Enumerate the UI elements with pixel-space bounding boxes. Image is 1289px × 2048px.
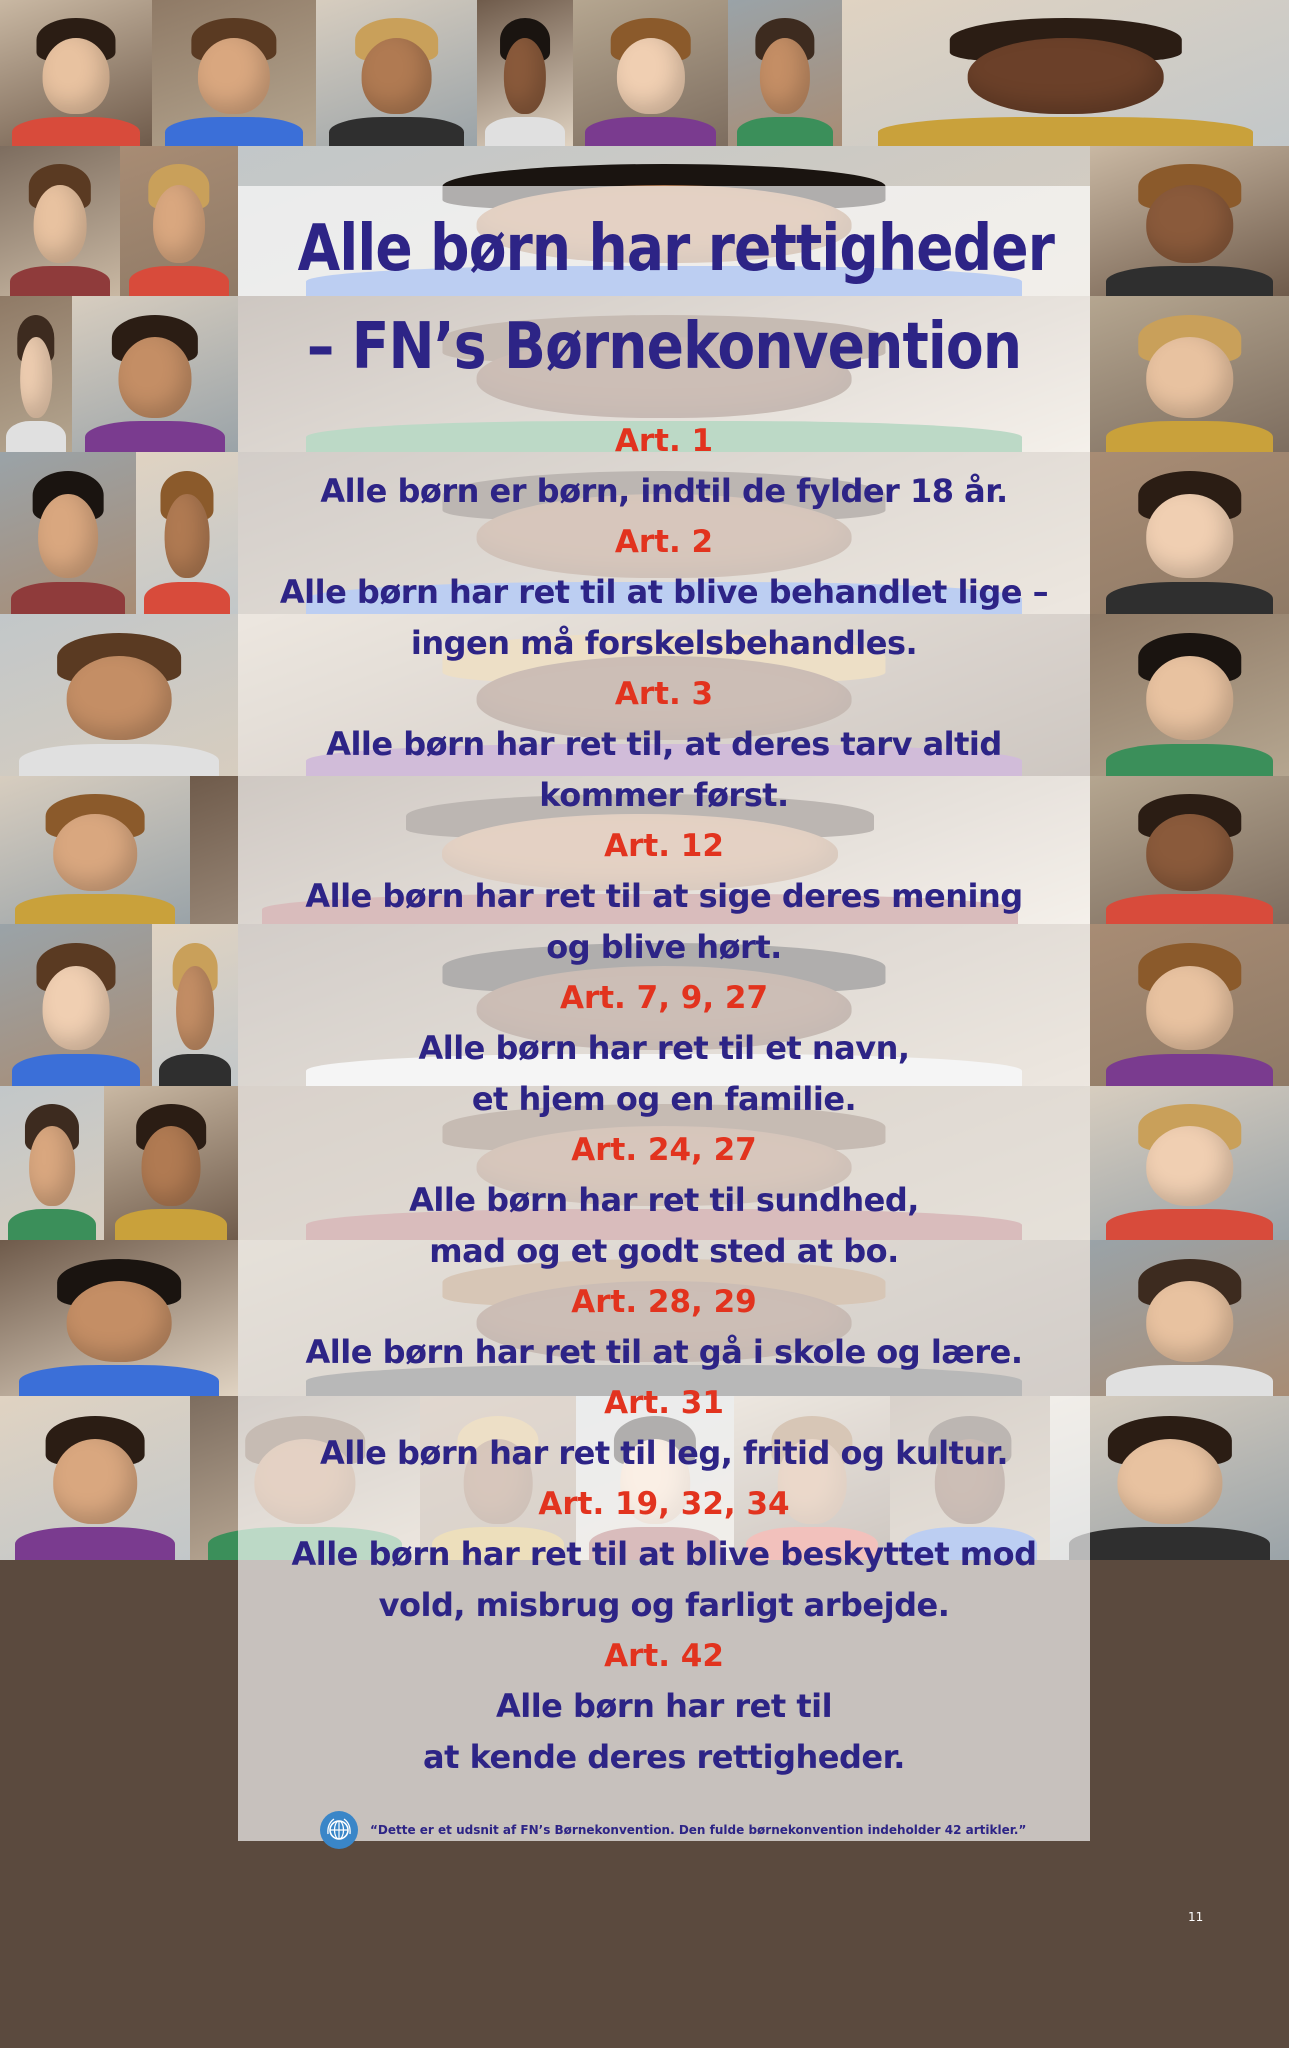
child-photo (1090, 146, 1289, 296)
article-text: Alle børn har ret til at blive beskyttet mod vold, misbrug og farligt arbejde. (291, 1535, 1037, 1624)
article-number: Art. 3 (614, 676, 714, 712)
child-photo (0, 614, 238, 776)
child-photo (0, 1396, 190, 1560)
child-photo (1090, 296, 1289, 452)
child-photo (0, 0, 152, 146)
child-photo (120, 146, 238, 296)
article-text: Alle børn har ret til sundhed, mad og et godt sted at bo. (409, 1181, 919, 1270)
child-photo (0, 1086, 104, 1240)
child-photo (152, 0, 316, 146)
article-number: Art. 31 (604, 1385, 724, 1421)
article-text: Alle børn har ret til at sige deres mening og blive hørt. (305, 877, 1023, 966)
article-text: Alle børn har ret til at blive behandlet lige – ingen må forskelsbehandles. (279, 573, 1049, 662)
article-number: Art. 12 (604, 828, 724, 864)
footnote-text: “Dette er et udsnit af FN’s Børnekonvention. Den fulde børnekonvention indeholder 42 artikler.” (370, 1823, 1027, 1837)
child-photo (72, 296, 238, 452)
title-line-1: Alle børn har rettigheder (297, 212, 1055, 286)
child-photo (0, 452, 136, 614)
child-photo (0, 1240, 238, 1396)
child-photo (0, 146, 120, 296)
article-number: Art. 42 (604, 1638, 724, 1674)
footnote (320, 1808, 1060, 1852)
un-emblem-icon (320, 1811, 358, 1849)
article-text: Alle børn har ret til at kende deres rettigheder. (423, 1687, 905, 1776)
article-number: Art. 1 (614, 423, 714, 459)
child-photo (1090, 452, 1289, 614)
article-number: Art. 19, 32, 34 (538, 1486, 790, 1522)
article-text: Alle børn har ret til et navn, et hjem og en familie. (418, 1029, 910, 1118)
child-photo (316, 0, 477, 146)
child-photo (0, 776, 190, 924)
child-photo (0, 924, 152, 1086)
child-photo (1090, 1240, 1289, 1396)
child-photo (573, 0, 728, 146)
child-photo (1090, 1086, 1289, 1240)
article-text: Alle børn har ret til at gå i skole og lære. (305, 1333, 1023, 1371)
child-photo (728, 0, 842, 146)
page-number: 11 (1188, 1910, 1204, 1924)
article-number: Art. 28, 29 (571, 1284, 757, 1320)
article-text: Alle børn har ret til leg, fritid og kultur. (319, 1434, 1009, 1472)
child-photo (152, 924, 238, 1086)
article-list (238, 416, 1090, 1783)
child-photo (104, 1086, 238, 1240)
child-photo (1090, 614, 1289, 776)
article-number: Art. 2 (614, 524, 714, 560)
child-photo (1090, 776, 1289, 924)
child-photo (842, 0, 1289, 146)
article-text: Alle børn er børn, indtil de fylder 18 år. (320, 472, 1008, 510)
article-number: Art. 24, 27 (571, 1132, 757, 1168)
article-text: Alle børn har ret til, at deres tarv altid kommer først. (326, 725, 1002, 814)
child-photo (136, 452, 238, 614)
child-photo (0, 296, 72, 452)
child-photo (477, 0, 573, 146)
child-photo (1090, 924, 1289, 1086)
article-number: Art. 7, 9, 27 (559, 980, 769, 1016)
poster-content (238, 200, 1090, 1783)
title-line-2: – FN’s Børnekonvention (306, 310, 1022, 384)
